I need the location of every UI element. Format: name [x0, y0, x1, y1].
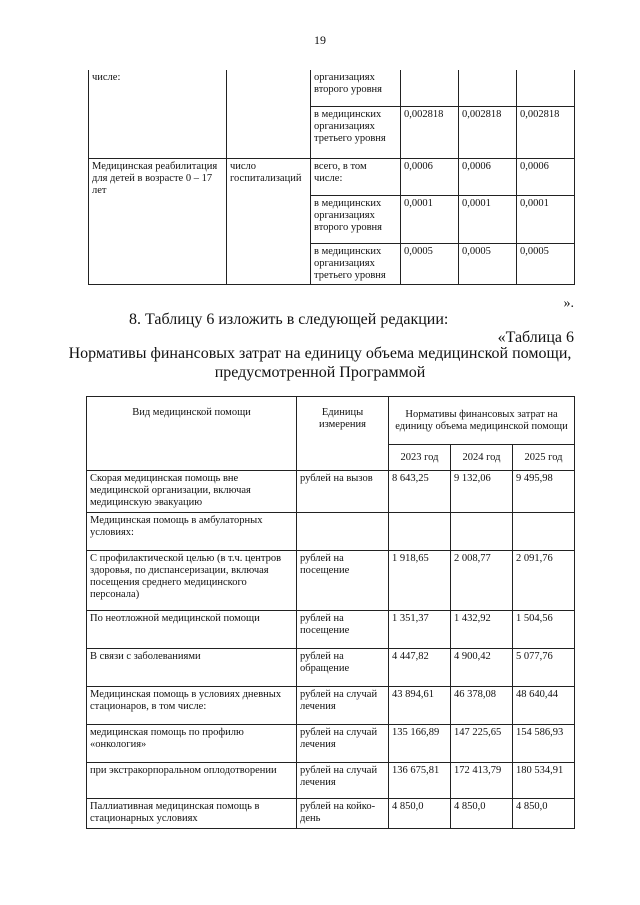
cell-type: По неотложной медицинской помощи	[87, 611, 297, 649]
cell-value: 4 850,0	[451, 799, 513, 829]
cell-value: 0,002818	[459, 106, 517, 158]
header-norms: Нормативы финансовых затрат на единицу объема медицинской помощи	[389, 397, 575, 445]
table-caption: «Таблица 6	[497, 329, 574, 346]
cell-value: 0,0006	[401, 158, 459, 195]
cell-value: 4 447,82	[389, 649, 451, 687]
cell-level: в медицинских организациях третьего уровня	[311, 106, 401, 158]
cell-value: 135 166,89	[389, 725, 451, 763]
cell-value: 4 900,42	[451, 649, 513, 687]
cell-value: 4 850,0	[389, 799, 451, 829]
cell-value: 0,0006	[459, 158, 517, 195]
cell-value: 2 091,76	[513, 551, 575, 611]
cell-level: в медицинских организациях третьего уровня	[311, 243, 401, 284]
cell-unit: рублей на случай лечения	[297, 725, 389, 763]
cell-value	[401, 70, 459, 106]
cell-value	[513, 513, 575, 551]
cell-unit: рублей на посещение	[297, 611, 389, 649]
header-unit: Единицы измерения	[297, 397, 389, 471]
table-title: Нормативы финансовых затрат на единицу объема медицинской помощи, предусмотренной Программой	[68, 345, 572, 381]
cell-unit: рублей на случай лечения	[297, 687, 389, 725]
cell-unit: рублей на вызов	[297, 471, 389, 513]
cell-value: 172 413,79	[451, 763, 513, 799]
cell-level: всего, в том числе:	[311, 158, 401, 195]
cell-value: 1 351,37	[389, 611, 451, 649]
table-row	[87, 687, 575, 725]
cell-type: Скорая медицинская помощь вне медицинской организации, включая медицинскую эвакуацию	[87, 471, 297, 513]
cell-value: 0,0001	[401, 195, 459, 243]
cell-type: числе:	[89, 70, 227, 158]
cell-unit: рублей на посещение	[297, 551, 389, 611]
cell-value	[451, 513, 513, 551]
table-row	[87, 471, 575, 513]
table-row	[89, 158, 575, 195]
table-row	[89, 70, 575, 106]
table-row	[87, 551, 575, 611]
cell-value: 154 586,93	[513, 725, 575, 763]
cell-value: 0,0001	[459, 195, 517, 243]
cell-value: 0,0006	[517, 158, 575, 195]
cell-value: 136 675,81	[389, 763, 451, 799]
cell-unit	[227, 70, 311, 158]
cell-unit	[297, 513, 389, 551]
cell-value: 8 643,25	[389, 471, 451, 513]
continued-table	[88, 70, 575, 285]
cell-level: организациях второго уровня	[311, 70, 401, 106]
cell-type: Медицинская реабилитация для детей в возрасте 0 – 17 лет	[89, 158, 227, 284]
cell-type: С профилактической целью (в т.ч. центров здоровья, по диспансеризации, включая посещения среднего медицинского персонала)	[87, 551, 297, 611]
cell-value: 147 225,65	[451, 725, 513, 763]
table-6	[86, 396, 575, 829]
table-row	[87, 725, 575, 763]
cell-unit: рублей на случай лечения	[297, 763, 389, 799]
cell-type: Паллиативная медицинская помощь в стационарных условиях	[87, 799, 297, 829]
cell-value: 0,0005	[459, 243, 517, 284]
instruction: 8. Таблицу 6 изложить в следующей редакции:	[129, 311, 449, 328]
header-type: Вид медицинской помощи	[87, 397, 297, 471]
cell-type: при экстракорпоральном оплодотворении	[87, 763, 297, 799]
cell-value: 43 894,61	[389, 687, 451, 725]
cell-value: 0,0005	[401, 243, 459, 284]
table-row	[87, 513, 575, 551]
cell-value	[517, 70, 575, 106]
cell-value: 48 640,44	[513, 687, 575, 725]
table-row	[87, 799, 575, 829]
cell-level: в медицинских организациях второго уровня	[311, 195, 401, 243]
cell-value: 9 495,98	[513, 471, 575, 513]
cell-unit: число госпитализаций	[227, 158, 311, 284]
cell-value: 1 432,92	[451, 611, 513, 649]
cell-value: 46 378,08	[451, 687, 513, 725]
closing-quote: ».	[563, 296, 574, 311]
cell-type: Медицинская помощь в амбулаторных условиях:	[87, 513, 297, 551]
cell-value: 0,0001	[517, 195, 575, 243]
table-row	[87, 763, 575, 799]
cell-value: 9 132,06	[451, 471, 513, 513]
table-row	[87, 611, 575, 649]
cell-value: 2 008,77	[451, 551, 513, 611]
cell-type: В связи с заболеваниями	[87, 649, 297, 687]
cell-value	[459, 70, 517, 106]
header-year: 2025 год	[513, 445, 575, 471]
cell-value: 4 850,0	[513, 799, 575, 829]
cell-unit: рублей на обращение	[297, 649, 389, 687]
cell-value: 5 077,76	[513, 649, 575, 687]
cell-value: 180 534,91	[513, 763, 575, 799]
cell-unit: рублей на койко-день	[297, 799, 389, 829]
cell-value: 0,002818	[401, 106, 459, 158]
page-number: 19	[314, 33, 326, 47]
table-row	[87, 649, 575, 687]
cell-value: 1 504,56	[513, 611, 575, 649]
table-header-row	[87, 397, 575, 445]
cell-value: 1 918,65	[389, 551, 451, 611]
header-year: 2023 год	[389, 445, 451, 471]
header-year: 2024 год	[451, 445, 513, 471]
cell-type: медицинская помощь по профилю «онкология»	[87, 725, 297, 763]
cell-type: Медицинская помощь в условиях дневных стационаров, в том числе:	[87, 687, 297, 725]
cell-value: 0,002818	[517, 106, 575, 158]
cell-value: 0,0005	[517, 243, 575, 284]
cell-value	[389, 513, 451, 551]
